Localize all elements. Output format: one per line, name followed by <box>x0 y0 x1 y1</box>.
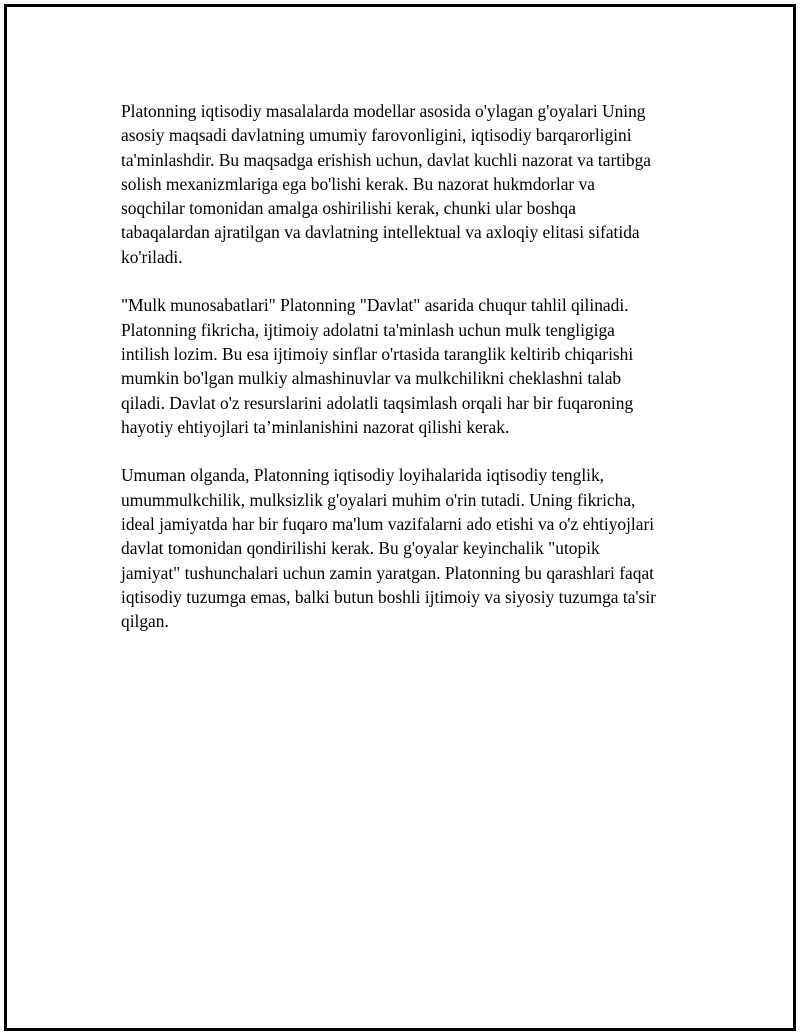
page-frame <box>4 4 796 1031</box>
paragraph-2: "Mulk munosabatlari" Platonning "Davlat" asarida chuqur tahlil qilinadi. Platonning fikricha, ijtimoiy adolatni ta'minlash uchun mulk tengligiga intilish lozim. Bu esa ijtimoiy sinflar o'rtasida taranglik keltirib chiqarishi mumkin bo'lgan mulkiy almashinuvlar va mulkchilikni cheklashni talab qiladi. Davlat o'z resurslarini adolatli taqsimlash orqali har bir fuqaroning hayotiy ehtiyojlari ta’minlanishini nazorat qilishi kerak. <box>121 295 634 437</box>
document-body <box>121 99 701 658</box>
paragraph-3: Umuman olganda, Platonning iqtisodiy loyihalarida iqtisodiy tenglik, umummulkchilik, mulksizlik g'oyalari muhim o'rin tutadi. Uning fikricha, ideal jamiyatda har bir fuqaro ma'lum vazifalarni ado etishi va o'z ehtiyojlari davlat tomonidan qondirilishi kerak. Bu g'oyalar keyinchalik "utopik jamiyat" tushunchalari uchun zamin yaratgan. Platonning bu qarashlari faqat iqtisodiy tuzumga emas, balki butun boshli ijtimoiy va siyosiy tuzumga ta'sir qilgan. <box>121 465 656 632</box>
paragraph-1: Platonning iqtisodiy masalalarda modellar asosida o'ylagan g'oyalari Uning asosiy maqsadi davlatning umumiy farovonligini, iqtisodiy barqarorligini ta'minlashdir. Bu maqsadga erishish uchun, davlat kuchli nazorat va tartibga solish mexanizmlariga ega bo'lishi kerak. Bu nazorat hukmdorlar va soqchilar tomonidan amalga oshirilishi kerak, chunki ular boshqa tabaqalardan ajratilgan va davlatning intellektual va axloqiy elitasi sifatida ko'riladi. <box>121 101 652 267</box>
